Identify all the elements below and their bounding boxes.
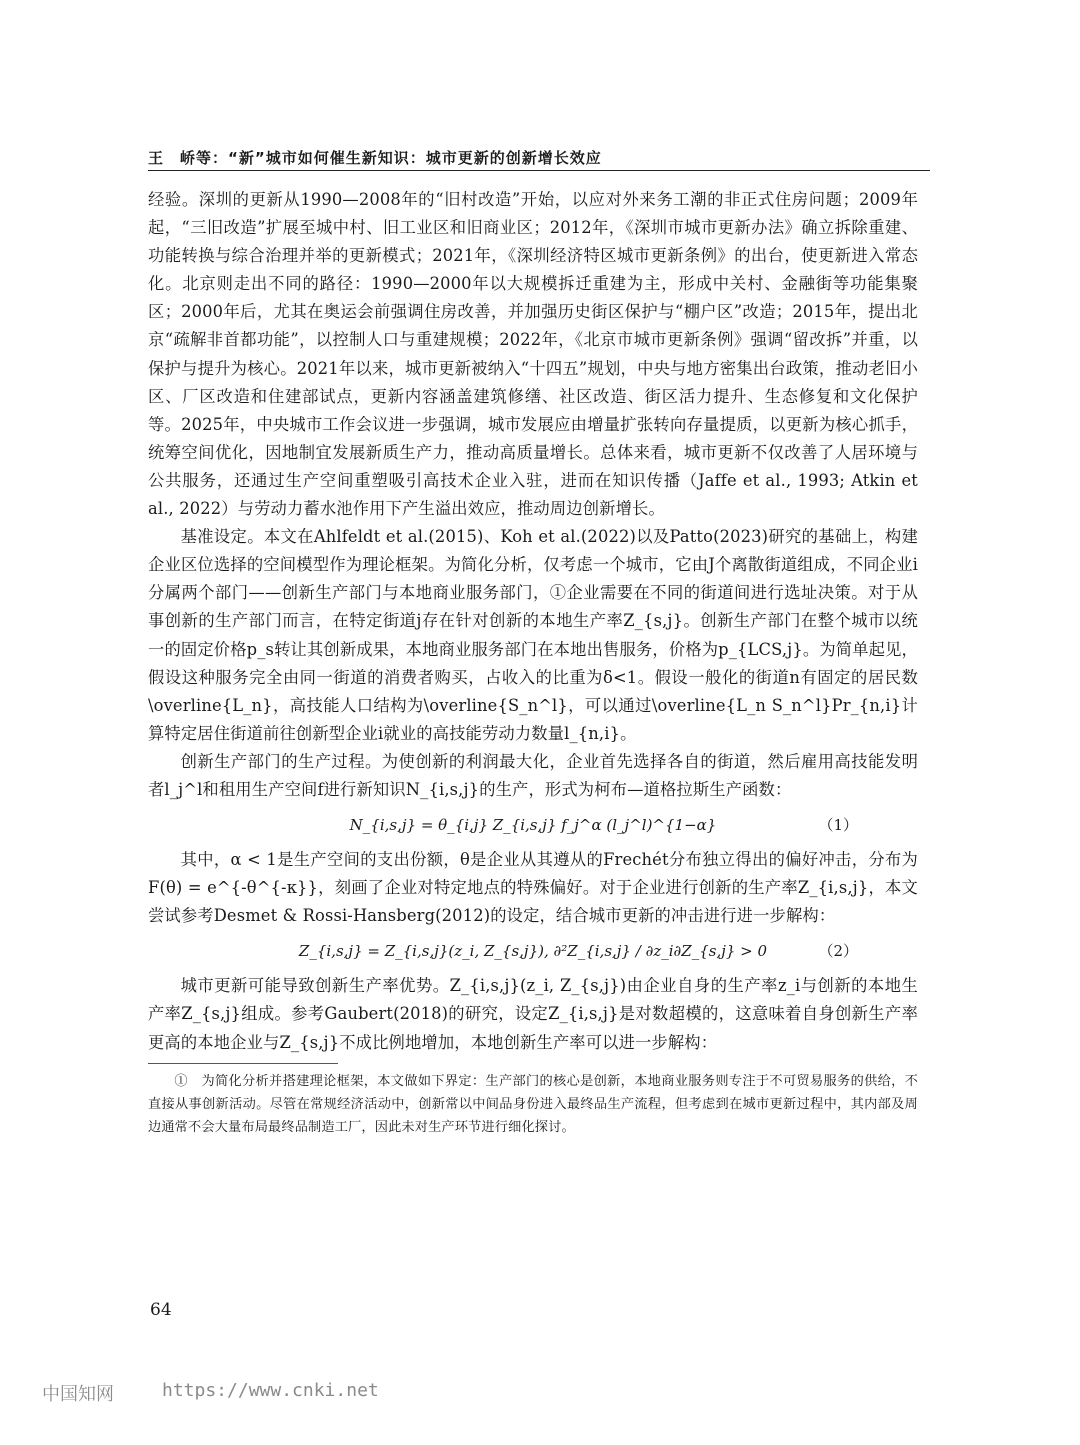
running-title: 王 峤等：“新”城市如何催生新知识：城市更新的创新增长效应: [148, 149, 602, 167]
header-rule: [148, 170, 930, 171]
equation-2: [148, 930, 918, 972]
footnote-rule: [148, 1063, 338, 1064]
cnki-url[interactable]: https://www.cnki.net: [162, 1380, 379, 1401]
equation-1: [148, 804, 918, 846]
article-body: [148, 186, 918, 1139]
equation-1-number: （1）: [818, 816, 858, 835]
equation-2-number: （2）: [818, 942, 858, 961]
paragraph-2: 基准设定。本文在Ahlfeldt et al.(2015)、Koh et al.(2022)以及Patto(2023)研究的基础上，构建企业区位选择的空间模型作为理论框架。为简化分析，仅考虑一个城市，它由J个离散街道组成，不同企业i分属两个部门——创新生产部门与本地商业服务部门，①企业需要在不同的街道间进行选址决策。对于从事创新的生产部门而言，在特定街道j存在针对创新的本地生产率Z_{s,j}。创新生产部门在整个城市以统一的固定价格p_s转让其创新成果，本地商业服务部门在本地出售服务，价格为p_{LCS,j}。为简单起见，假设这种服务完全由同一街道的消费者购买，占收入的比重为δ<1。假设一般化的街道n有固定的居民数\overline{L_n}，高技能人口结构为\overline{S_n^l}，可以通过\overline{L_n S_n^l}Pr_{n,i}计算特定居住街道前往创新型企业i就业的高技能劳动力数量l_{n,i}。: [148, 527, 918, 743]
equation-1-text: N_{i,s,j} = θ_{i,j} Z_{i,s,j} f_j^α (l_j^l)^{1−α}: [349, 816, 717, 835]
footnote: [148, 1070, 918, 1139]
page-number: 64: [150, 1300, 172, 1320]
paragraph-1: 经验。深圳的更新从1990—2008年的“旧村改造”开始，以应对外来务工潮的非正式住房问题；2009年起，“三旧改造”扩展至城中村、旧工业区和旧商业区；2012年，《深圳市城市更新办法》确立拆除重建、功能转换与综合治理并举的更新模式；2021年，《深圳经济特区城市更新条例》的出台，使更新进入常态化。北京则走出不同的路径：1990—2000年以大规模拆迁重建为主，形成中关村、金融街等功能集聚区；2000年后，尤其在奥运会前强调住房改善，并加强历史街区保护与“棚户区”改造；2015年，提出北京“疏解非首都功能”，以控制人口与重建规模；2022年，《北京市城市更新条例》强调“留改拆”并重，以保护与提升为核心。2021年以来，城市更新被纳入“十四五”规划，中央与地方密集出台政策，推动老旧小区、厂区改造和住建部试点，更新内容涵盖建筑修缮、社区改造、街区活力提升、生态修复和文化保护等。2025年，中央城市工作会议进一步强调，城市发展应由增量扩张转向存量提质，以更新为核心抓手，统筹空间优化，因地制宜发展新质生产力，推动高质量增长。总体来看，城市更新不仅改善了人居环境与公共服务，还通过生产空间重塑吸引高技术企业入驻，进而在知识传播（Jaffe et al., 1993; Atkin et al., 2022）与劳动力蓄水池作用下产生溢出效应，推动周边创新增长。: [148, 190, 918, 519]
footnote-text: ① 为简化分析并搭建理论框架，本文做如下界定：生产部门的核心是创新，本地商业服务则专注于不可贸易服务的供给，不直接从事创新活动。尽管在常规经济活动中，创新常以中间品身份进入最终品生产流程，但考虑到在城市更新过程中，其内部及周边通常不会大量布局最终品制造工厂，因此未对生产环节进行细化探讨。: [148, 1073, 918, 1135]
equation-2-text: Z_{i,s,j} = Z_{i,s,j}(z_i, Z_{s,j}), ∂²Z_{i,s,j} / ∂z_i∂Z_{s,j} > 0: [298, 942, 768, 961]
cnki-brand: 中国知网: [42, 1384, 114, 1405]
paragraph-3: 创新生产部门的生产过程。为使创新的利润最大化，企业首先选择各自的街道，然后雇用高技能发明者l_j^l和租用生产空间f进行新知识N_{i,s,j}的生产，形式为柯布—道格拉斯生产函数：: [148, 751, 918, 799]
paragraph-5: 城市更新可能导致创新生产率优势。Z_{i,s,j}(z_i, Z_{s,j})由企业自身的生产率z_i与创新的本地生产率Z_{s,j}组成。参考Gaubert(2018)的研究，设定Z_{i,s,j}是对数超模的，这意味着自身创新生产率更高的本地企业与Z_{s,j}不成比例地增加，本地创新生产率可以进一步解构：: [148, 976, 918, 1052]
paragraph-4: 其中，α < 1是生产空间的支出份额，θ是企业从其遵从的Frechét分布独立得出的偏好冲击，分布为F(θ) = e^{-θ^{-κ}}，刻画了企业对特定地点的特殊偏好。对于企业进行创新的生产率Z_{i,s,j}，本文尝试参考Desmet & Rossi-Hansberg(2012)的设定，结合城市更新的冲击进行进一步解构：: [148, 850, 918, 926]
